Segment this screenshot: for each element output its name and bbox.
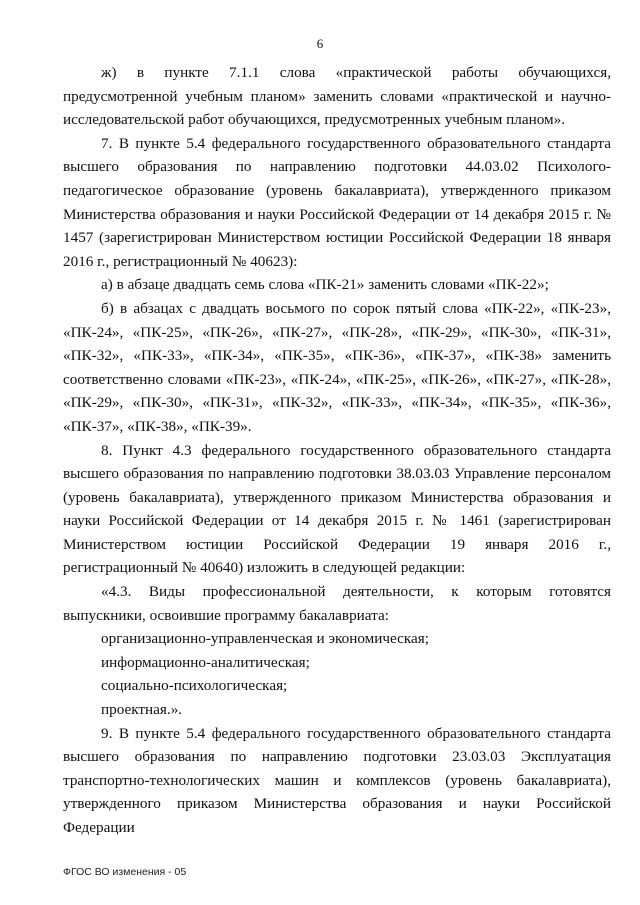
list-item-activity: организационно-управленческая и экономическая; (101, 630, 429, 648)
paragraph-item-7a: а) в абзаце двадцать семь слова «ПК-21» заменить словами «ПК-22»; (101, 276, 549, 294)
paragraph-item-9: 9. В пункте 5.4 федерального государственного образовательного стандарта высшего образования по направлению подготовки 23.03.03 Эксплуатация транспортно-технологических машин и комплексов (уровень бакалавриата), утвержденного приказом Министерства образования и науки Российской Федерации (63, 724, 611, 836)
page-footer: ФГОС ВО изменения - 05 (63, 866, 187, 878)
paragraph-item-8: 8. Пункт 4.3 федерального государственного образовательного стандарта высшего образования по направлению подготовки 38.03.03 Управление персоналом (уровень бакалавриата), утвержденного приказом Министерства образования и науки Российской Федерации от 14 декабря 2015 г. № 1461 (зарегистрирован Министерством юстиции Российской Федерации 19 января 2016 г., регистрационный № 40640) изложить в следующей редакции: (63, 441, 611, 577)
paragraph-item-7: 7. В пункте 5.4 федерального государственного образовательного стандарта высшего образования по направлению подготовки 44.03.02 Психолого-педагогическое образование (уровень бакалавриата), утвержденного приказом Министерства образования и науки Российской Федерации от 14 декабря 2015 г. № 1457 (зарегистрирован Министерством юстиции Российской Федерации 18 января 2016 г., регистрационный № 40623): (63, 134, 611, 270)
list-item-activity: информационно-аналитическая; (101, 653, 310, 671)
list-item-activity: социально-психологическая; (101, 677, 288, 695)
paragraph-item-7b: б) в абзацах с двадцать восьмого по сорок пятый слова «ПК-22», «ПК-23», «ПК-24», «ПК-25», «ПК-26», «ПК-27», «ПК-28», «ПК-29», «ПК-30», «ПК-31», «ПК-32», «ПК-33», «ПК-34», «ПК-35», «ПК-36», «ПК-37», «ПК-38» заменить соответственно словами «ПК-23», «ПК-24», «ПК-25», «ПК-26», «ПК-27», «ПК-28», «ПК-29», «ПК-30», «ПК-31», «ПК-32», «ПК-33», «ПК-34», «ПК-35», «ПК-36», «ПК-37», «ПК-38», «ПК-39». (63, 299, 611, 435)
paragraph-item-4-3: «4.3. Виды профессиональной деятельности, к которым готовятся выпускники, освоившие программу бакалавриата: (63, 583, 611, 624)
page-number: 6 (316, 36, 324, 51)
document-body (63, 61, 611, 840)
list-item-activity: проектная.». (101, 701, 183, 719)
paragraph-zh: ж) в пункте 7.1.1 слова «практической работы обучающихся, предусмотренной учебным планом» заменить словами «практической и научно-исследовательской работ обучающихся, предусмотренных учебным планом». (63, 64, 611, 129)
